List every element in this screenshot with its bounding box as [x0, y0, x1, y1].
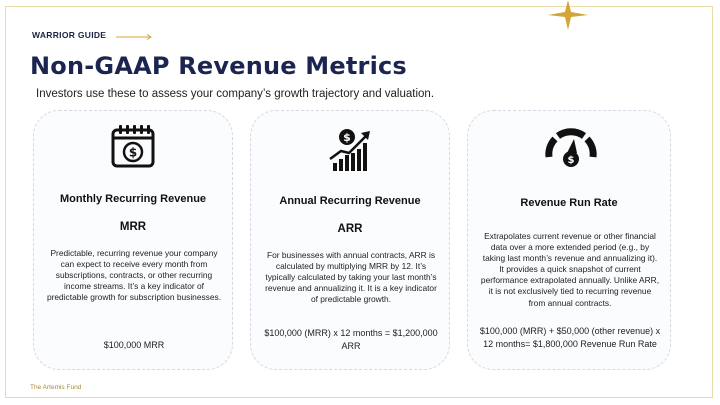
card-title: Revenue Run Rate	[520, 197, 618, 209]
card-revenue-run-rate	[467, 110, 671, 370]
svg-text:$: $	[128, 145, 138, 160]
star-icon	[548, 0, 588, 30]
card-mrr	[33, 110, 233, 370]
card-title: Annual Recurring Revenue	[279, 195, 421, 207]
calendar-dollar-icon	[110, 123, 156, 169]
card-abbreviation: ARR	[337, 223, 363, 235]
card-abbreviation: MRR	[119, 221, 147, 233]
gauge-dollar-icon	[543, 125, 599, 169]
growth-chart-dollar-icon	[327, 127, 377, 173]
card-example: $100,000 (MRR) x 12 months = $1,200,000 ARR	[264, 328, 438, 351]
arrow-right-icon	[116, 34, 152, 40]
svg-text:$: $	[343, 131, 351, 144]
page-title: Non-GAAP Revenue Metrics	[30, 52, 407, 80]
kicker-label: WARRIOR GUIDE	[32, 30, 107, 40]
svg-text:$: $	[567, 155, 575, 166]
card-arr	[250, 110, 450, 370]
card-title: Monthly Recurring Revenue	[59, 193, 207, 205]
footer-brand: The Artemis Fund	[30, 384, 82, 391]
card-example: $100,000 (MRR) + $50,000 (other revenue) x 12 months= $1,800,000 Revenue Run Rate	[479, 326, 661, 349]
card-example: $100,000 MRR	[103, 340, 165, 350]
card-description: Extrapolates current revenue or other financial data over a more extended period (e.g., by taking last month’s revenue and annualizing it). It provides a quick snapshot of current performance extrapolated annually. Unlike ARR, it is not exclusively tied to recurring revenue from annual contracts.	[480, 231, 660, 308]
card-description: For businesses with annual contracts, ARR is calculated by multiplying MRR by 12. It’s typically calculated by taking your last month’s revenue and annualizing it. It is a key indicator of predictable growth.	[265, 250, 437, 305]
page-subtitle: Investors use these to assess your company’s growth trajectory and valuation.	[36, 88, 435, 100]
card-description: Predictable, recurring revenue your company can expect to receive every month from subscriptions, contracts, or other recurring income streams. It’s a key indicator of predictable growth for subscription businesses.	[46, 248, 222, 303]
